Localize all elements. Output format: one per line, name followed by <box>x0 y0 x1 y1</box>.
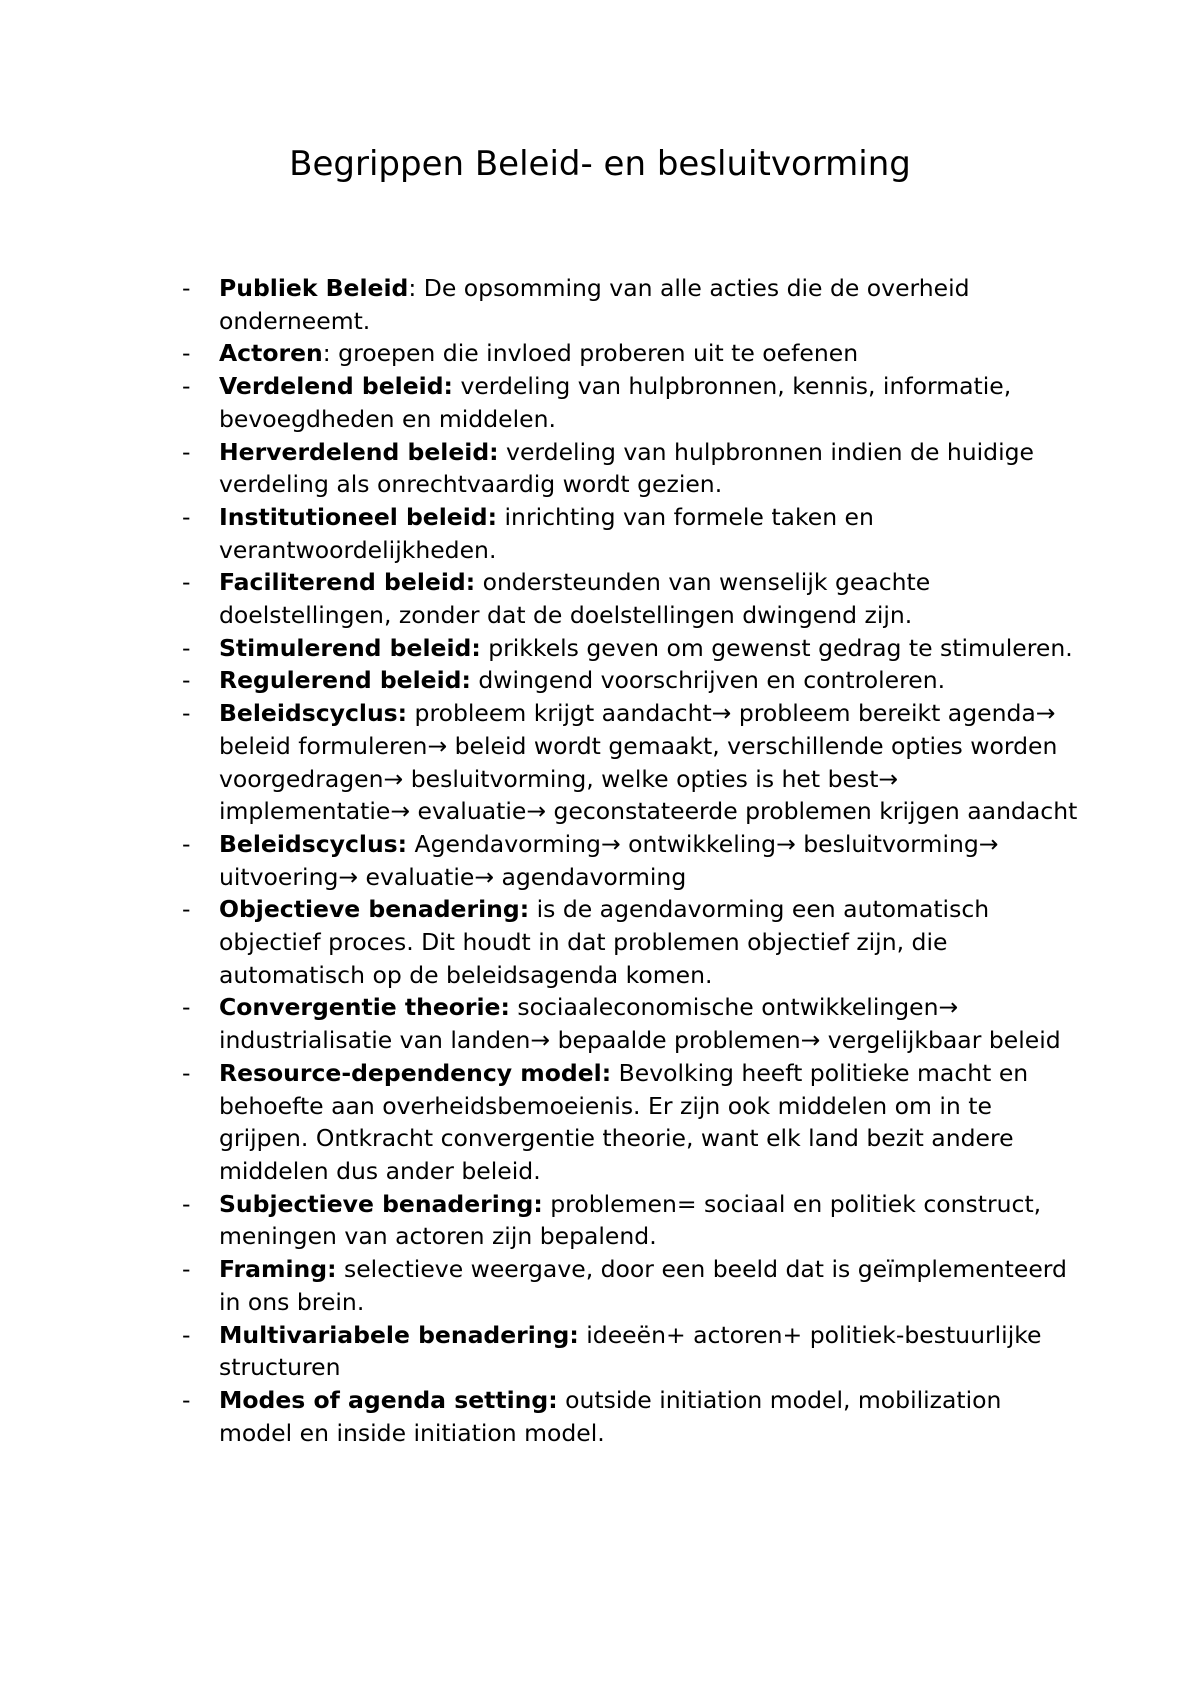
term-definition: prikkels geven om gewenst gedrag te stimuleren. <box>488 633 1073 662</box>
term-separator: : <box>322 339 339 368</box>
term-separator <box>407 699 414 727</box>
term-definition: ondersteunden van wenselijk geachte doelstellingen, zonder dat de doelstellingen dwingend zijn. <box>219 568 931 630</box>
list-item <box>182 370 1079 435</box>
term-definition: dwingend voorschrijven en controleren. <box>478 666 946 695</box>
term-separator <box>558 1386 565 1414</box>
bullet-dash: - <box>182 895 191 924</box>
term-separator <box>611 1059 618 1087</box>
term-separator <box>529 895 536 923</box>
term-definition: Bevolking heeft politieke macht en behoefte aan overheidsbemoeienis. Er zijn ook middelen om in te grijpen. Ontkracht convergentie theorie, want elk land bezit andere middelen dus ander beleid. <box>219 1058 1029 1185</box>
term-definition: verdeling van hulpbronnen indien de huidige verdeling als onrechtvaardig wordt gezien. <box>219 437 1035 499</box>
term-name: Resource-dependency model: <box>219 1058 612 1087</box>
term-separator <box>407 830 414 858</box>
term-name: Regulerend beleid: <box>219 666 471 695</box>
list-item <box>182 828 1079 893</box>
term-definition: inrichting van formele taken en verantwoordelijkheden. <box>219 502 874 564</box>
term-name: Modes of agenda setting: <box>219 1385 558 1414</box>
term-separator <box>497 503 504 531</box>
bullet-dash: - <box>182 993 191 1022</box>
term-name: Framing: <box>219 1255 337 1284</box>
term-name: Multivariabele benadering: <box>219 1320 579 1349</box>
term-definition: probleem krijgt aandacht→ probleem bereikt agenda→ beleid formuleren→ beleid wordt gemaakt, verschillende opties worden voorgedragen→ besluitvorming, welke opties is het best→ implementatie→ evaluatie→ geconstateerde problemen krijgen aandacht <box>219 699 1078 826</box>
term-separator <box>475 568 482 596</box>
term-definition: verdeling van hulpbronnen, kennis, informatie, bevoegdheden en middelen. <box>219 372 1012 433</box>
term-definition: groepen die invloed proberen uit te oefenen <box>338 339 859 368</box>
list-item <box>182 1319 1079 1384</box>
list-item <box>182 991 1079 1056</box>
term-definition: problemen= sociaal en politiek construct, meningen van actoren zijn bepalend. <box>219 1189 1042 1251</box>
bullet-dash: - <box>182 372 191 401</box>
term-definition: De opsomming van alle acties die de overheid onderneemt. <box>219 274 970 335</box>
list-item <box>182 436 1079 501</box>
term-name: Faciliterend beleid: <box>219 568 476 597</box>
term-name: Herverdelend beleid: <box>219 437 499 466</box>
bullet-dash: - <box>182 1320 191 1349</box>
bullet-dash: - <box>182 699 191 728</box>
term-list <box>0 272 1200 1449</box>
list-item <box>182 337 1079 370</box>
list-item <box>182 566 1079 631</box>
term-name: Beleidscyclus: <box>219 829 408 858</box>
list-item <box>182 1188 1079 1253</box>
term-separator <box>499 438 506 466</box>
term-separator <box>337 1255 344 1283</box>
term-name: Convergentie theorie: <box>219 993 510 1022</box>
list-item <box>182 1057 1079 1188</box>
list-item <box>182 893 1079 991</box>
list-item <box>182 1253 1079 1318</box>
bullet-dash: - <box>182 1255 191 1284</box>
term-definition: sociaaleconomische ontwikkelingen→ industrialisatie van landen→ bepaalde problemen→ vergelijkbaar beleid <box>219 993 1061 1055</box>
term-definition: Agendavorming→ ontwikkeling→ besluitvorming→ uitvoering→ evaluatie→ agendavorming <box>219 829 999 891</box>
list-item <box>182 697 1079 828</box>
bullet-dash: - <box>182 339 191 368</box>
term-name: Subjectieve benadering: <box>219 1189 543 1218</box>
list-item <box>182 664 1079 697</box>
list-item <box>182 272 1079 337</box>
bullet-dash: - <box>182 274 191 302</box>
bullet-dash: - <box>182 1385 191 1414</box>
term-name: Beleidscyclus: <box>219 699 408 728</box>
term-separator: : <box>408 274 424 302</box>
document-title: Begrippen Beleid- en besluitvorming <box>289 144 911 184</box>
bullet-dash: - <box>182 1189 191 1218</box>
list-item <box>182 632 1079 665</box>
term-name: Institutioneel beleid: <box>219 502 498 531</box>
term-name: Verdelend beleid: <box>219 372 453 401</box>
bullet-dash: - <box>182 829 191 858</box>
bullet-dash: - <box>182 1058 191 1087</box>
term-name: Publiek Beleid <box>219 274 409 302</box>
term-definition: outside initiation model, mobilization model en inside initiation model. <box>219 1385 1002 1447</box>
term-definition: is de agendavorming een automatisch objectief proces. Dit houdt in dat problemen objectief zijn, die automatisch op de beleidsagenda komen. <box>219 895 990 989</box>
bullet-dash: - <box>182 502 191 531</box>
list-item <box>182 501 1079 566</box>
term-definition: selectieve weergave, door een beeld dat is geïmplementeerd in ons brein. <box>219 1255 1067 1316</box>
bullet-dash: - <box>182 633 191 662</box>
bullet-dash: - <box>182 437 191 466</box>
bullet-dash: - <box>182 568 191 597</box>
term-definition: ideeën+ actoren+ politiek-bestuurlijke structuren <box>219 1320 1042 1382</box>
term-name: Stimulerend beleid: <box>219 633 481 662</box>
term-name: Objectieve benadering: <box>219 895 530 924</box>
term-name: Actoren <box>219 339 323 368</box>
bullet-dash: - <box>182 666 191 695</box>
list-item <box>182 1384 1079 1449</box>
